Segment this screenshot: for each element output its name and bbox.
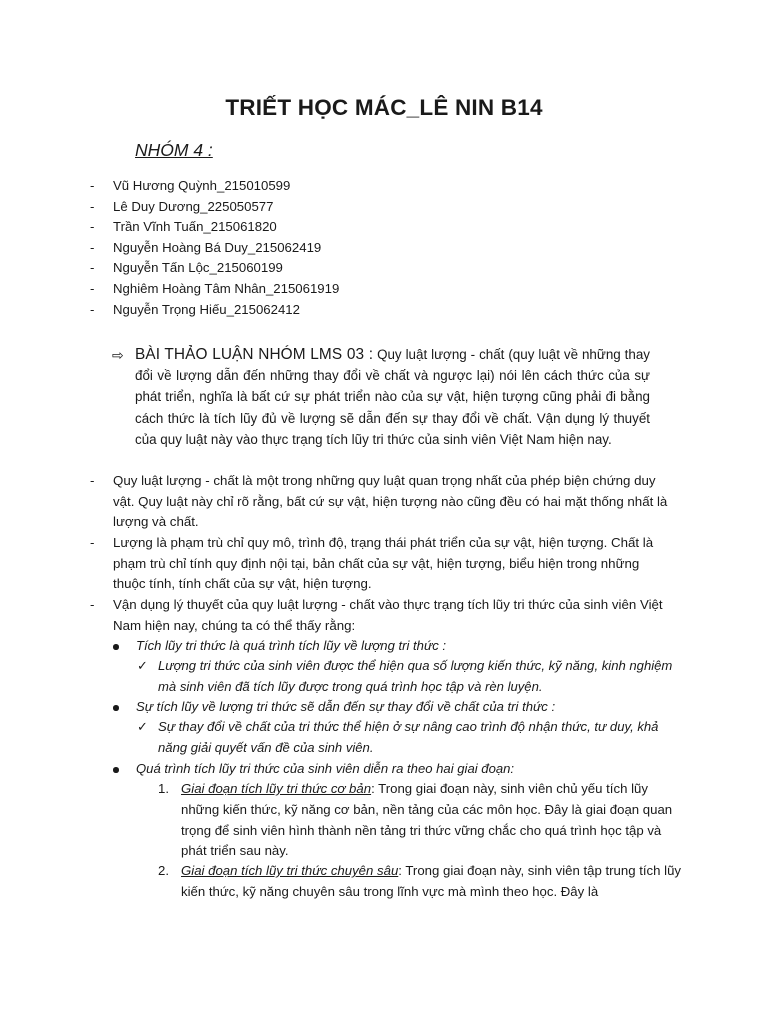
- lms-section: [112, 344, 650, 450]
- bullet-dot-icon: [113, 705, 119, 711]
- lms-paragraph: [135, 344, 650, 450]
- item-number: 1.: [158, 781, 169, 796]
- stage-text: : Trong giai đoạn này, sinh viên tập trung tích lũy kiến thức, kỹ năng chuyên sâu trong lĩnh vực mà mình theo học. Đây là: [181, 863, 682, 899]
- member-name: Trần Vĩnh Tuấn_215061820: [113, 219, 277, 235]
- document-title: TRIẾT HỌC MÁC_LÊ NIN B14: [225, 95, 543, 120]
- dash-marker: -: [90, 280, 95, 296]
- check-text: Lượng tri thức của sinh viên được thể hiện qua số lượng kiến thức, kỹ năng, kinh nghiệm mà sinh viên đã tích lũy được trong quá trình học tập và rèn luyện.: [158, 658, 673, 694]
- item-number: 2.: [158, 863, 169, 878]
- dash-marker: -: [90, 597, 95, 612]
- dash-marker: -: [90, 239, 95, 255]
- dash-marker: -: [90, 260, 95, 276]
- member-name: Lê Duy Dương_225050577: [113, 198, 274, 214]
- group-label: NHÓM 4 :: [135, 140, 213, 160]
- bullet-dot-icon: [113, 644, 119, 650]
- member-name: Nghiêm Hoàng Tâm Nhân_215061919: [113, 280, 340, 296]
- member-name: Nguyễn Tấn Lộc_215060199: [113, 260, 283, 276]
- bullet-dot-icon: [113, 767, 119, 773]
- stage-text: : Trong giai đoạn này, sinh viên chủ yếu tích lũy những kiến thức, kỹ năng cơ bản, nền tảng của các môn học. Đây là giai đoạn quan trọng để sinh viên hình thành nền tảng tri thức vững chắc cho quá trình học tập và phát triển sau này.: [181, 781, 673, 859]
- bullet-text: Tích lũy tri thức là quá trình tích lũy về lượng tri thức :: [136, 638, 447, 653]
- dash-marker: -: [90, 219, 95, 235]
- member-name: Vũ Hương Quỳnh_215010599: [113, 178, 291, 193]
- paragraph-text: Quy luật lượng - chất là một trong những quy luật quan trọng nhất của phép biện chứng duy vật. Quy luật này chỉ rõ rằng, bất cứ sự vật, hiện tượng nào cũng đều có hai mặt thống nhất là lượng và chất.: [113, 473, 668, 530]
- member-name: Nguyễn Hoàng Bá Duy_215062419: [113, 239, 322, 255]
- arrow-right-icon: ⇨: [112, 347, 124, 363]
- member-name: Nguyễn Trọng Hiếu_215062412: [113, 301, 300, 317]
- stage-lead: Giai đoạn tích lũy tri thức cơ bản: [181, 781, 372, 796]
- dash-marker: -: [90, 198, 95, 214]
- stage-paragraph: [181, 779, 681, 862]
- dash-marker: -: [90, 178, 95, 193]
- bullet-text: Sự tích lũy về lượng tri thức sẽ dẫn đến sự thay đổi về chất của tri thức :: [136, 699, 556, 714]
- bullet-text: Quá trình tích lũy tri thức của sinh viên diễn ra theo hai giai đoạn:: [136, 761, 515, 776]
- checkmark-icon: ✓: [137, 658, 148, 673]
- stage-lead: Giai đoạn tích lũy tri thức chuyên sâu: [181, 863, 399, 878]
- dash-marker: -: [90, 535, 95, 550]
- lms-text: Quy luật lượng - chất (quy luật về những thay đổi về lượng dẫn đến những thay đổi về chất và ngược lại) nói lên cách thức của sự phát triển, nghĩa là bất cứ sự phát triển nào của sự vật, hiện tượng cũng phải đi bằng cách thức là tích lũy đủ về lượng sẽ dẫn đến sự thay đổi về chất. Vận dụng lý thuyết của quy luật này vào thực trạng tích lũy tri thức của sinh viên Việt Nam hiện nay.: [135, 347, 650, 447]
- stage-paragraph: [181, 861, 681, 903]
- checkmark-icon: ✓: [137, 719, 148, 734]
- lms-heading: BÀI THẢO LUẬN NHÓM LMS 03 :: [135, 346, 374, 363]
- paragraph-text: Vận dụng lý thuyết của quy luật lượng - chất vào thực trạng tích lũy tri thức của sinh viên Việt Nam hiện nay, chúng ta có thể thấy rằng:: [113, 597, 663, 633]
- check-text: Sự thay đổi về chất của tri thức thể hiện ở sự nâng cao trình độ nhận thức, tư duy, khả năng giải quyết vấn đề của sinh viên.: [158, 719, 659, 755]
- paragraph-text: Lượng là phạm trù chỉ quy mô, trình độ, trạng thái phát triển của sự vật, hiện tượng. Chất là phạm trù chỉ tính quy định nội tại, bản chất của sự vật, hiện tượng, biểu hiện trong những thuộc tính, tính chất của sự vật, hiện tượng.: [113, 535, 654, 592]
- dash-marker: -: [90, 473, 95, 488]
- dash-marker: -: [90, 301, 95, 317]
